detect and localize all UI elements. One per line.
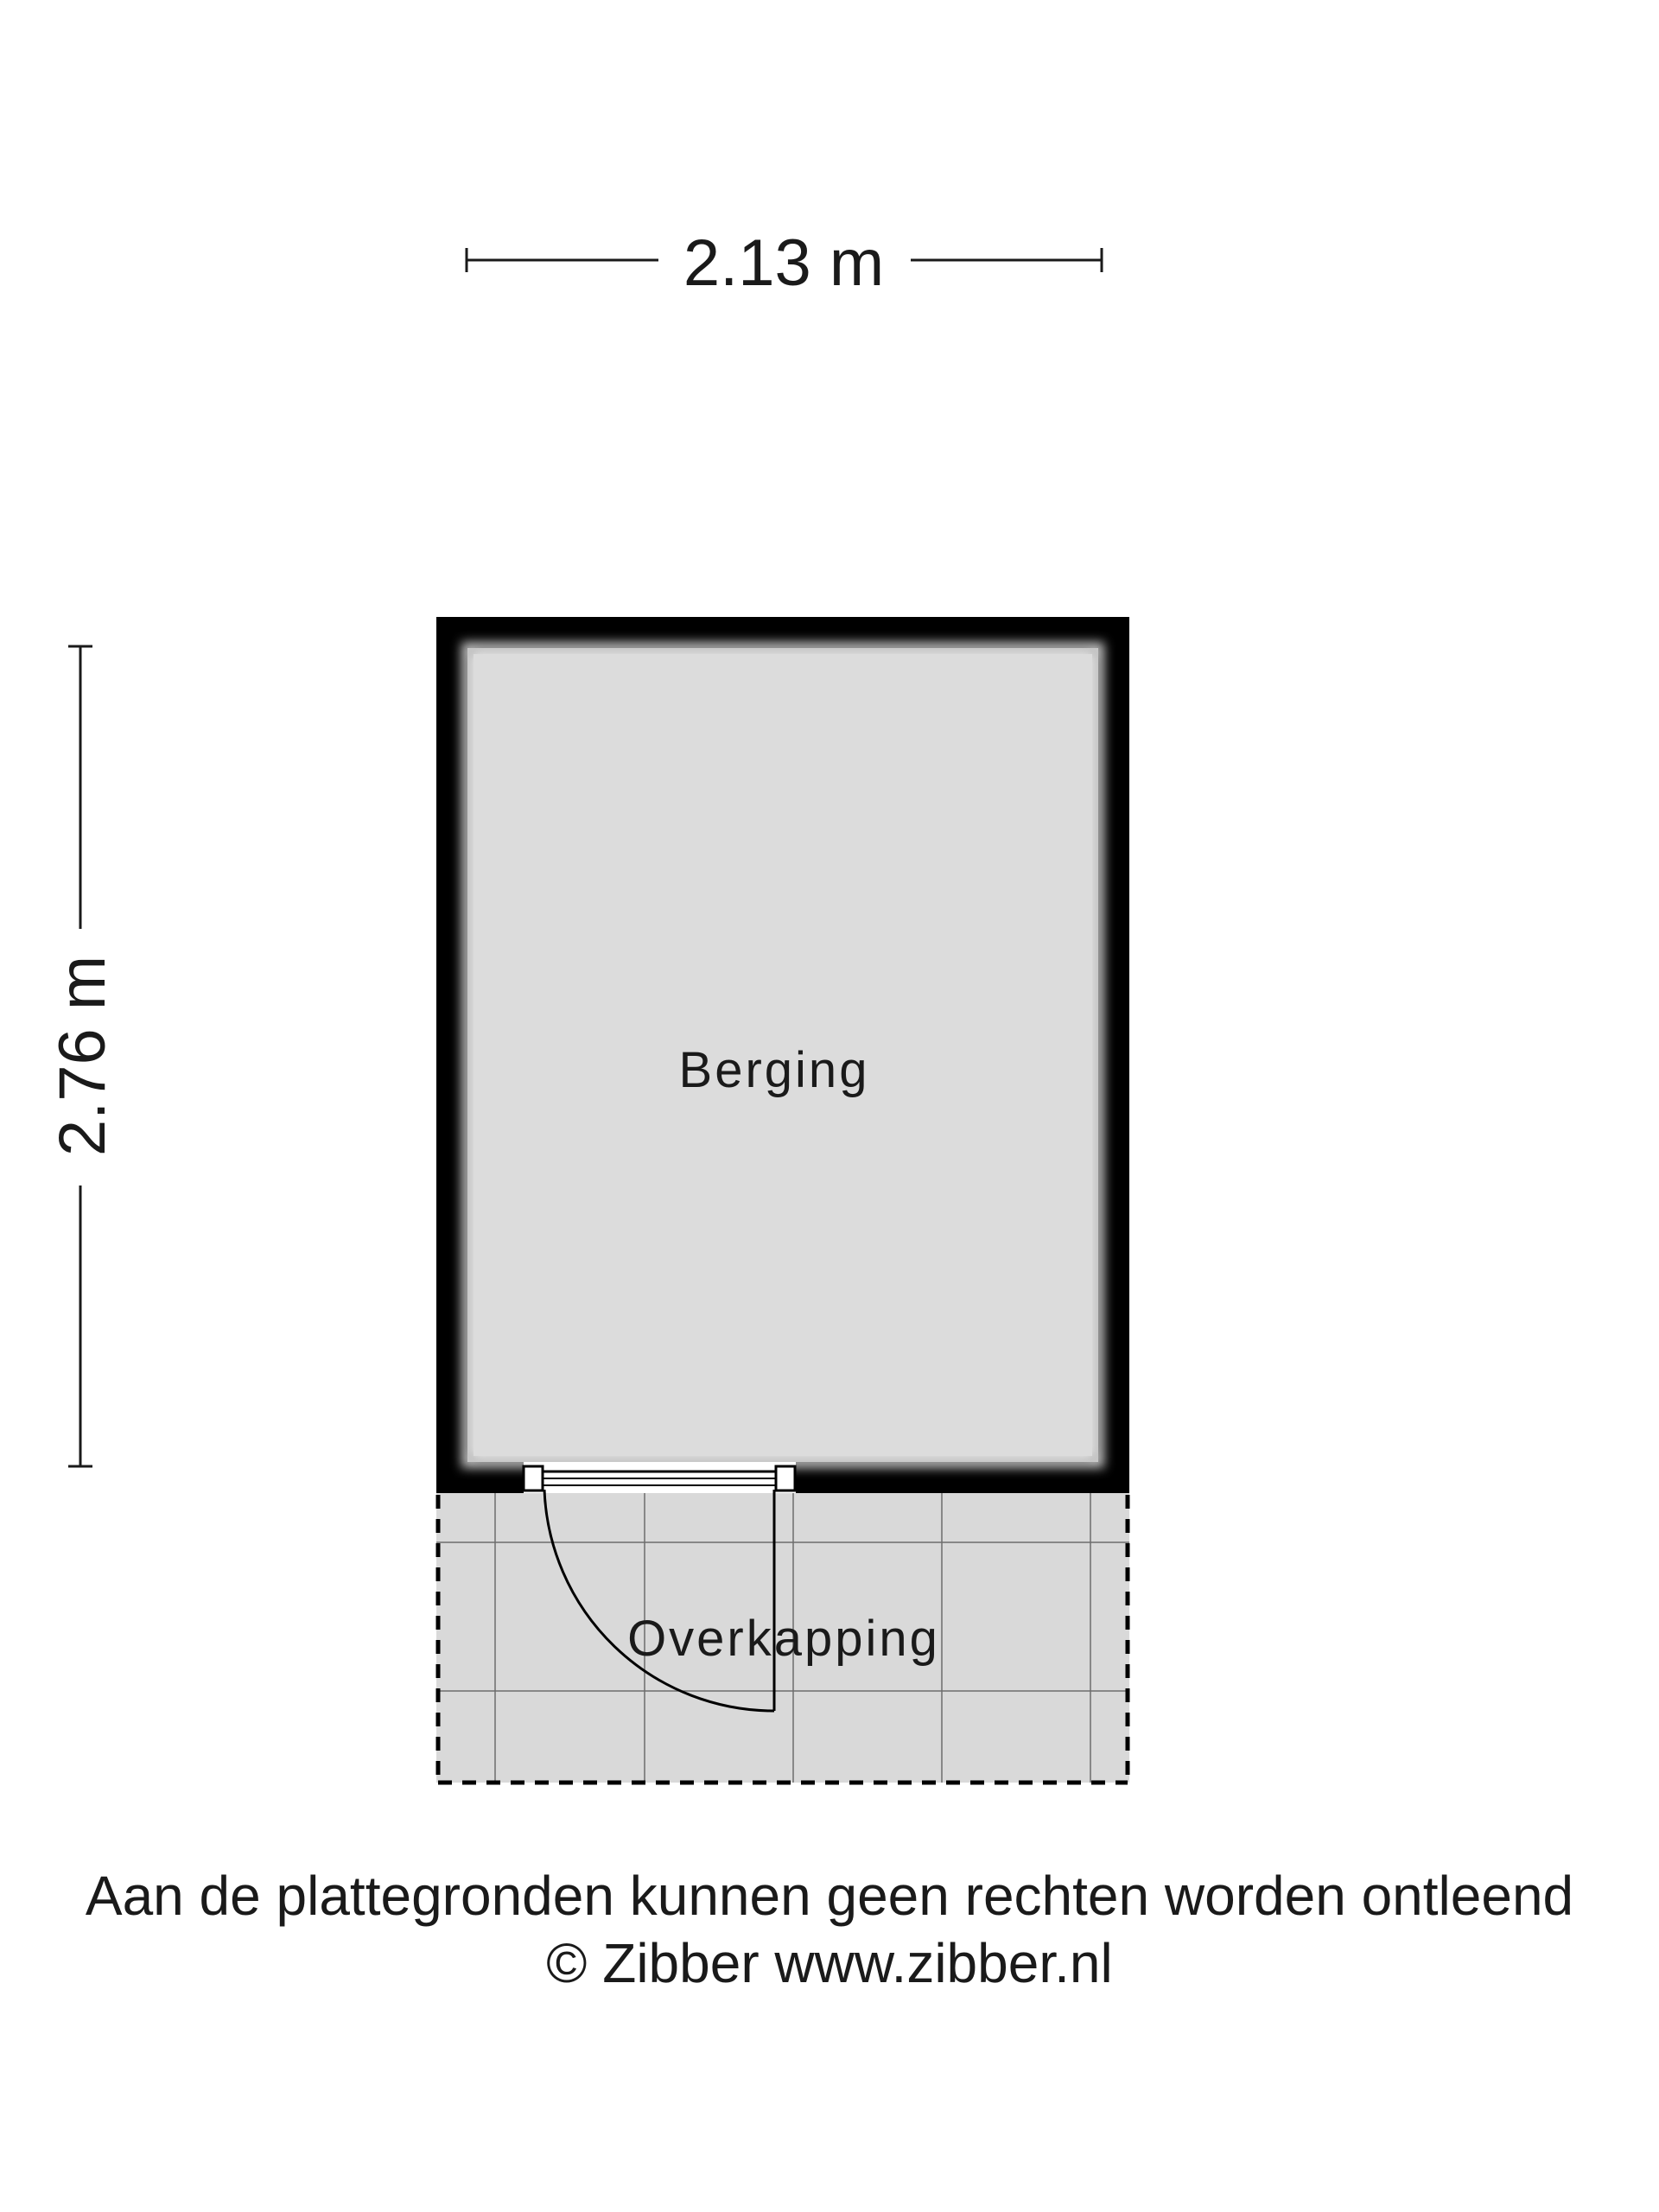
- room-label-overkapping: Overkapping: [627, 1611, 940, 1667]
- door-jamb-right: [776, 1466, 795, 1491]
- disclaimer-text: Aan de plattegronden kunnen geen rechten worden ontleend: [85, 1865, 1574, 1927]
- width-label: 2.13 m: [683, 226, 885, 300]
- width-dimension: [467, 226, 1102, 300]
- height-label: 2.76 m: [46, 955, 119, 1157]
- copyright-text: © Zibber www.zibber.nl: [546, 1932, 1113, 1994]
- height-dimension: [46, 646, 119, 1466]
- door-jamb-left: [524, 1466, 543, 1491]
- room-label-berging: Berging: [678, 1042, 870, 1098]
